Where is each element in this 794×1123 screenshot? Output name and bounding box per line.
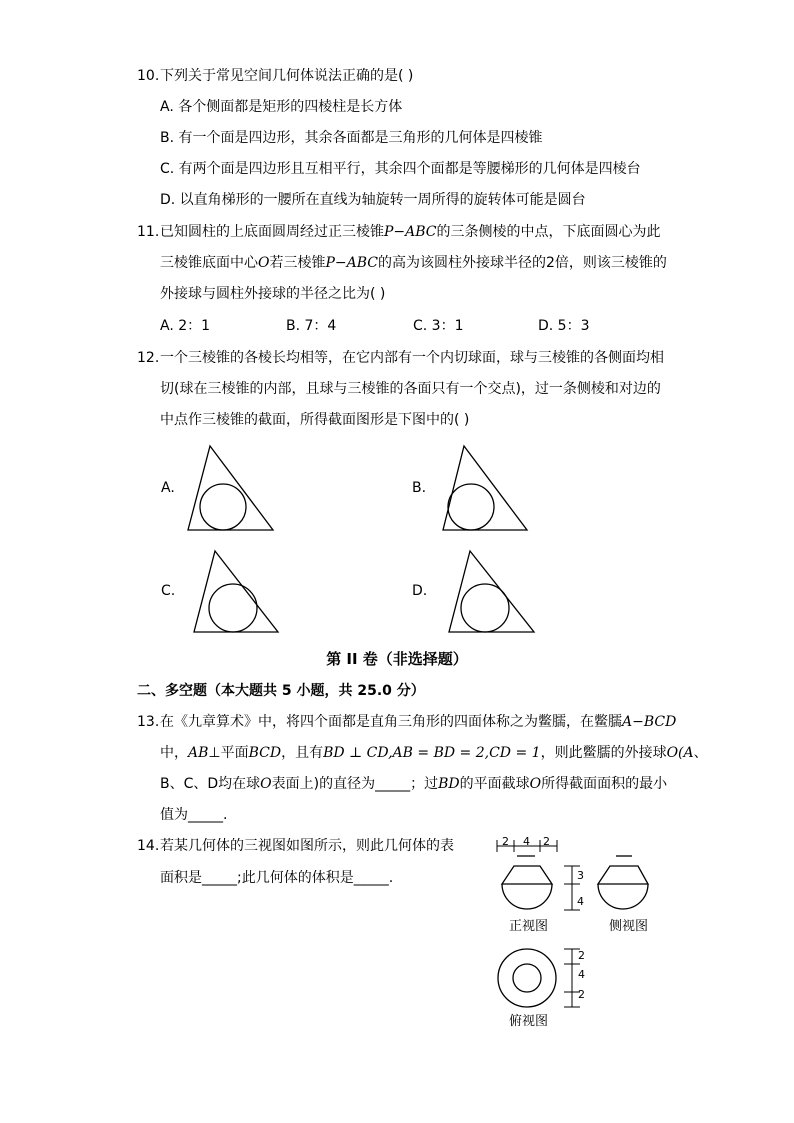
triangle bbox=[194, 551, 278, 632]
q11-option-d: D. 5：3 bbox=[538, 318, 590, 334]
dim-front-upper: 3 bbox=[577, 869, 584, 882]
q12-figure-label-a: A. bbox=[161, 480, 175, 496]
front-view-label: 正视图 bbox=[509, 919, 549, 934]
inscribed-circle bbox=[200, 484, 246, 530]
q12-figure-label-b: B. bbox=[412, 480, 427, 496]
q12-figure-c bbox=[191, 548, 286, 638]
dim-front-lower: 4 bbox=[577, 895, 584, 908]
q10-option-b: B. 有一个面是四边形，其余各面都是三角形的几何体是四棱锥 bbox=[160, 130, 543, 146]
q12-figure-a bbox=[185, 443, 280, 533]
q12-figure-d bbox=[446, 548, 541, 638]
dim-plan-top: 2 bbox=[578, 949, 585, 962]
top-view bbox=[498, 949, 556, 1007]
q12-line1: 一个三棱锥的各棱长均相等，在它内部有一个内切球面，球与三棱锥的各侧面均相 bbox=[160, 350, 664, 366]
q11-line1: 已知圆柱的上底面圆周经过正三棱锥P−ABC的三条侧棱的中点，下底面圆心为此 bbox=[160, 224, 661, 240]
q12-figure-label-d: D. bbox=[412, 583, 428, 599]
q14-line2: 面积是_____;此几何体的体积是_____. bbox=[160, 870, 394, 886]
q12-figure-label-c: C. bbox=[161, 583, 176, 599]
dim-top-left: 2 bbox=[502, 835, 509, 848]
q13-line1: 在《九章算术》中，将四个面都是直角三角形的四面体称之为鳖臑，在鳖臑A−BCD bbox=[160, 714, 677, 730]
side-view-label: 侧视图 bbox=[609, 919, 649, 934]
q11-option-a: A. 2：1 bbox=[160, 318, 211, 334]
q10-option-d: D. 以直角梯形的一腰所在直线为轴旋转一周所得的旋转体可能是圆台 bbox=[160, 192, 586, 208]
q13-line2: 中，AB⊥平面BCD，且有BD ⊥ CD,AB = BD = 2,CD = 1，则此鳖臑的外接球O(A、 bbox=[160, 745, 708, 761]
q11-number: 11. bbox=[137, 224, 160, 240]
q11-line3: 外接球与圆柱外接球的半径之比为( ) bbox=[160, 286, 386, 302]
front-view bbox=[502, 856, 552, 909]
q11-option-b: B. 7：4 bbox=[286, 318, 337, 334]
dim-top-middle: 4 bbox=[523, 835, 530, 848]
q12-figure-b bbox=[440, 443, 535, 533]
inscribed-circle bbox=[448, 484, 494, 530]
q14-number: 14. bbox=[137, 838, 160, 854]
q12-line2: 切(球在三棱锥的内部，且球与三棱锥的各面只有一个交点)，过一条侧棱和对边的 bbox=[160, 381, 661, 397]
q13-line3: B、C、D均在球O表面上)的直径为_____；过BD的平面截球O所得截面面积的最小 bbox=[160, 776, 668, 792]
section-two-title: 二、多空题（本大题共 5 小题，共 25.0 分） bbox=[137, 683, 425, 699]
q10-number: 10. bbox=[137, 68, 160, 84]
q11-option-c: C. 3：1 bbox=[413, 318, 464, 334]
q10-option-c: C. 有两个面是四边形且互相平行，其余四个面都是等腰梯形的几何体是四棱台 bbox=[160, 161, 641, 177]
inscribed-circle bbox=[461, 584, 509, 632]
dim-plan-bottom: 2 bbox=[578, 988, 585, 1001]
q13-line4: 值为_____. bbox=[160, 807, 228, 823]
q13-number: 13. bbox=[137, 714, 160, 730]
dim-top-right: 2 bbox=[543, 835, 550, 848]
q10-option-a: A. 各个侧面都是矩形的四棱柱是长方体 bbox=[160, 99, 403, 115]
inscribed-circle bbox=[209, 584, 257, 632]
top-view-label: 俯视图 bbox=[509, 1014, 549, 1029]
triangle bbox=[449, 551, 534, 632]
q10-stem: 下列关于常见空间几何体说法正确的是( ) bbox=[160, 68, 414, 84]
part-two-title: 第 II 卷（非选择题） bbox=[326, 650, 468, 668]
side-view bbox=[598, 856, 648, 909]
triangle bbox=[188, 446, 273, 530]
q14-line1: 若某几何体的三视图如图所示，则此几何体的表 bbox=[160, 838, 454, 854]
q11-line2: 三棱锥底面中心O若三棱锥P−ABC的高为该圆柱外接球半径的2倍，则该三棱锥的 bbox=[160, 255, 667, 271]
dim-plan-middle: 4 bbox=[578, 968, 585, 981]
q12-number: 12. bbox=[137, 350, 160, 366]
q12-line3: 中点作三棱锥的截面，所得截面图形是下图中的( ) bbox=[160, 412, 470, 428]
